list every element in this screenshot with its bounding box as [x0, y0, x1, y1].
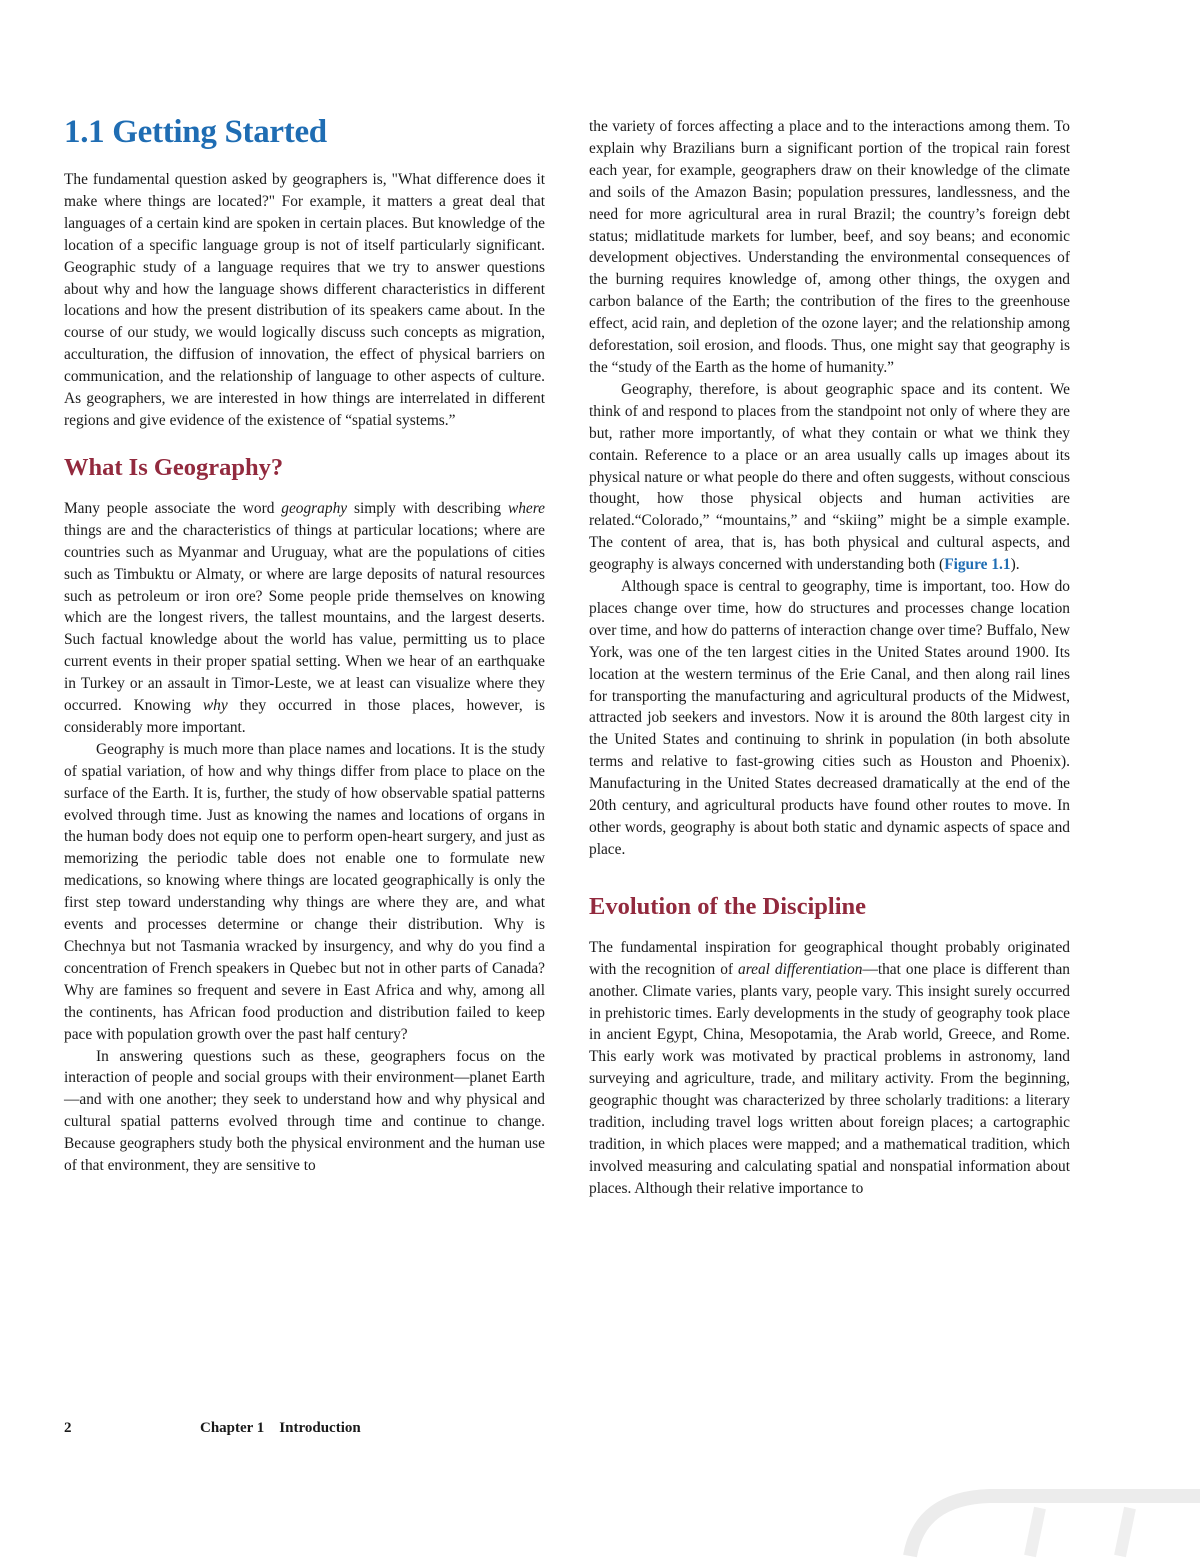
running-footer-chapter: Chapter 1 Introduction — [200, 1420, 361, 1436]
term-areal-differentiation: areal differentiation — [738, 960, 863, 978]
geography-paragraph-6: Although space is central to geography, time is important, too. How do places change over time, how do structures and processes change location over time, and how do patterns of interaction change over time? Buffalo, New York, was one of the ten largest cities in the United States around 1900. Its location at the western terminus of the Erie Canal, and then along rail lines for transporting the manufacturing and agricultural products of the Midwest, attracted job seekers and investors. Now it is around the 80th largest city in the United States and continuing to shrink in population (in both absolute terms and relative to fast-growing cities such as Houston and Phoenix). Manufacturing in the United States decreased dramatically at the end of the 20th century, and agricultural products have found other routes to move. In other words, geography is about both static and dynamic aspects of space and place. — [589, 578, 1070, 858]
evolution-paragraph-1: The fundamental inspiration for geographical thought probably originated with the recognition of areal differentiation—that one place is different than another. Climate varies, plants vary, people vary. This insight surely occurred in prehistoric times. Early developments in the study of geography took place in ancient Egypt, China, Mesopotamia, the Arab world, Greece, and Rome. This early work was motivated by practical problems in astronomy, land surveying and agriculture, trade, and military activity. From the beginning, geographic thought was characterized by three scholarly traditions: a literary tradition, including travel logs written about foreign places; a cartographic tradition, in which places were mapped; and a mathematical tradition, which involved measuring and calculating spatial and nonspatial information about places. Although their relative importance to — [589, 938, 1070, 1197]
term-where: where — [507, 499, 545, 517]
page-number: 2 — [64, 1420, 72, 1436]
term-geography: geography — [281, 499, 348, 517]
page-footer — [64, 1420, 664, 1444]
geography-paragraph-3: In answering questions such as these, geographers focus on the interaction of people and social groups with their environment—planet Earth—and with one another; they seek to understand how and why physical and cultural spatial patterns evolved through time and continue to change. Because geographers study both the physical environment and the human use of that environment, they are sensitive to — [64, 1047, 545, 1175]
term-why: why — [202, 697, 228, 715]
what-is-geography-heading: What Is Geography? — [64, 453, 284, 481]
right-column — [589, 116, 1070, 1200]
publisher-watermark-graphic — [880, 1478, 1200, 1558]
left-column — [64, 112, 545, 1177]
geography-paragraph-1: Many people associate the word geography simply with describing where things are and the characteristics of things at particular locations; where are countries such as Myanmar and Uruguay, what are the populations of cities such as Timbuktu or Almaty, or where are large deposits of natural resources such as petroleum or iron ore? Some people pride themselves on knowing which are the longest rivers, the tallest mountains, and the largest deserts. Such factual knowledge about the world has value, permitting us to place current events in their proper spatial setting. When we hear of an earthquake in Turkey or an assault in Timor-Leste, we at least can visualize where they occurred. Knowing why they occurred in those places, however, is considerably more important. — [64, 499, 545, 736]
evolution-heading: Evolution of the Discipline — [589, 892, 867, 920]
section-title: 1.1 Getting Started — [64, 114, 327, 150]
figure-1-1-link[interactable]: Figure 1.1 — [944, 556, 1011, 574]
geography-paragraph-2: Geography is much more than place names and locations. It is the study of spatial variation, of how and why things differ from place to place on the surface of the Earth. It is, further, the study of how observable spatial patterns evolved through time. Just as knowing the names and locations of organs in the human body does not equip one to perform open-heart surgery, and just as memorizing the periodic table does not enable one to formulate new medications, so knowing where things are located geographically is only the first step toward understanding why things are where they are, and what events and processes determine or change their distribution. Why is Chechnya but not Tasmania wracked by insurgency, and why do you find a concentration of French speakers in Quebec but not in other parts of Canada? Why are famines so frequent and severe in East Africa and why, among all the continents, has African food production and distribution failed to keep pace with population growth over the past half century? — [64, 740, 545, 1043]
geography-paragraph-4: the variety of forces affecting a place and to the interactions among them. To explain why Brazilians burn a significant portion of the tropical rain forest each year, for example, geographers draw on their knowledge of the climate and soils of the Amazon Basin; population pressures, landlessness, and the need for more agricultural area in rural Brazil; the country’s foreign debt status; midlatitude markets for lumber, beef, and soy beans; and economic development objectives. Understanding the environmental consequences of the burning requires knowledge of, among other things, the oxygen and carbon balance of the Earth; the contribution of the fires to the greenhouse effect, acid rain, and depletion of the ozone layer; and the relationship among deforestation, soil erosion, and floods. Thus, one might say that geography is the “study of the Earth as the home of humanity.” — [589, 118, 1070, 376]
geography-paragraph-5: Geography, therefore, is about geographic space and its content. We think of and respond to places from the standpoint not only of where they are but, rather more importantly, of what they contain or what we think they contain. Reference to a place or an area usually calls up images about its physical nature or what people do there and often suggests, without conscious thought, how those physical objects and human activities are related.“Colorado,” “mountains,” and “skiing” might be a simple example. The content of area, that is, has both physical and cultural aspects, and geography is always concerned with understanding both (Figure 1.1). — [589, 380, 1070, 574]
intro-paragraph: The fundamental question asked by geographers is, "What difference does it make where things are located?" For example, it matters a great deal that languages of a certain kind are spoken in certain places. But knowledge of the location of a specific language group is not of itself particularly significant. Geographic study of a language requires that we try to answer questions about why and how the language shows different characteristics in different locations and how the present distribution of its speakers came about. In the course of our study, we would logically discuss such concepts as migration, acculturation, the diffusion of innovation, the effect of physical barriers on communication, and the relationship of language to other aspects of culture. As geographers, we are interested in how things are interrelated in different regions and give evidence of the existence of “spatial systems.” — [64, 171, 545, 429]
